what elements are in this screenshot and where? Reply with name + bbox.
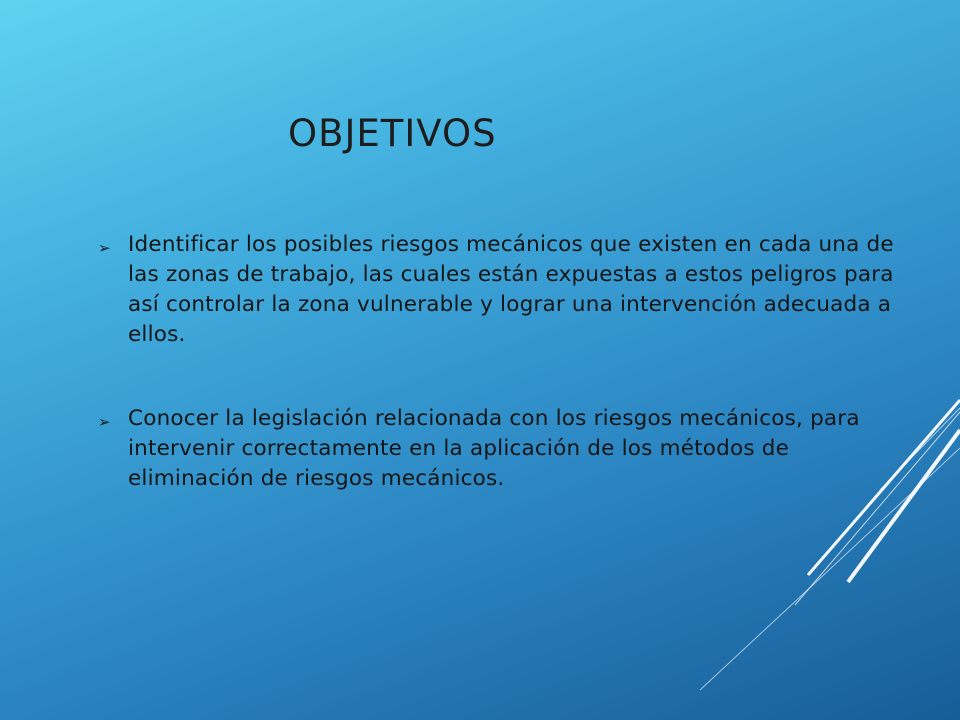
objective-text-2: Conocer la legislación relacionada con los riesgos mecánicos, para intervenir correctamente en la aplicación de los métodos de eliminación de riesgos mecánicos. bbox=[128, 406, 860, 491]
list-item bbox=[98, 230, 908, 350]
objectives-list bbox=[98, 230, 908, 548]
arrow-bullet-icon: ➢ bbox=[98, 239, 111, 257]
list-item bbox=[98, 404, 908, 494]
slide-title: OBJETIVOS bbox=[288, 112, 497, 155]
arrow-bullet-icon: ➢ bbox=[98, 413, 111, 431]
objective-text-1: Identificar los posibles riesgos mecánicos que existen en cada una de las zonas de trabajo, las cuales están expuestas a estos peligros para así controlar la zona vulnerable y lograr una intervención adecuada a ellos. bbox=[128, 232, 894, 347]
